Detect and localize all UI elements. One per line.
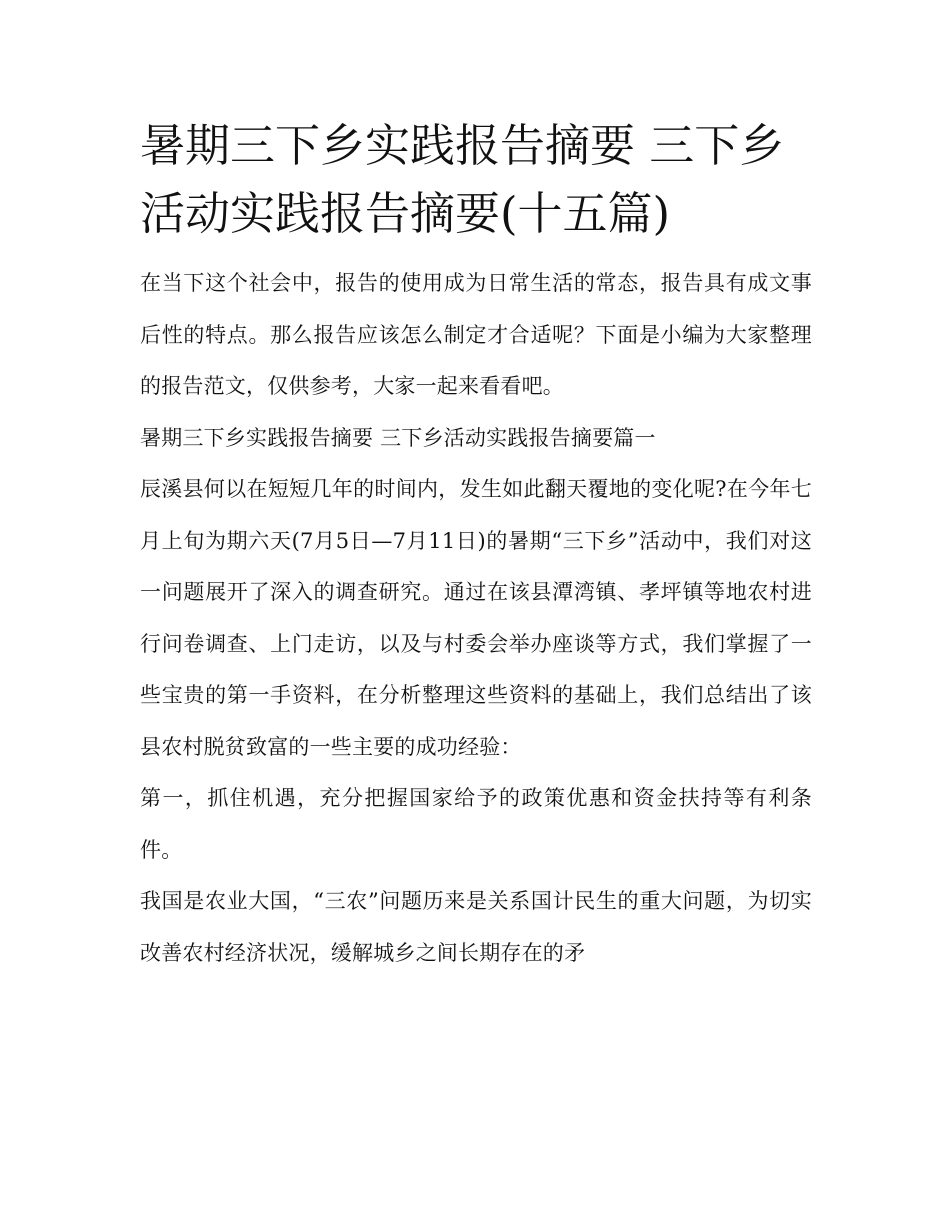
section-heading: 暑期三下乡实践报告摘要 三下乡活动实践报告摘要篇一: [140, 425, 656, 450]
document-content: [140, 112, 812, 979]
body-paragraph: 辰溪县何以在短短几年的时间内，发生如此翻天覆地的变化呢?在今年七月上旬为期六天(7月5日—7月11日)的暑期“三下乡”活动中，我们对这一问题展开了深入的调查研究。通过在该县潭湾镇、孝坪镇等地农村进行问卷调查、上门走访，以及与村委会举办座谈等方式，我们掌握了一些宝贵的第一手资料，在分析整理这些资料的基础上，我们总结出了该县农村脱贫致富的一些主要的成功经验：: [140, 477, 812, 759]
document-body: [140, 258, 812, 979]
document-title: 暑期三下乡实践报告摘要 三下乡活动实践报告摘要(十五篇): [140, 119, 785, 240]
intro-paragraph: 在当下这个社会中，报告的使用成为日常生活的常态，报告具有成文事后性的特点。那么报告应该怎么制定才合适呢？下面是小编为大家整理的报告范文，仅供参考，大家一起来看看吧。: [140, 271, 812, 398]
body-paragraph: 我国是农业大国，“三农”问题历来是关系国计民生的重大问题，为切实改善农村经济状况，缓解城乡之间长期存在的矛: [140, 889, 812, 965]
body-paragraph: 第一，抓住机遇，充分把握国家给予的政策优惠和资金扶持等有利条件。: [140, 786, 812, 862]
